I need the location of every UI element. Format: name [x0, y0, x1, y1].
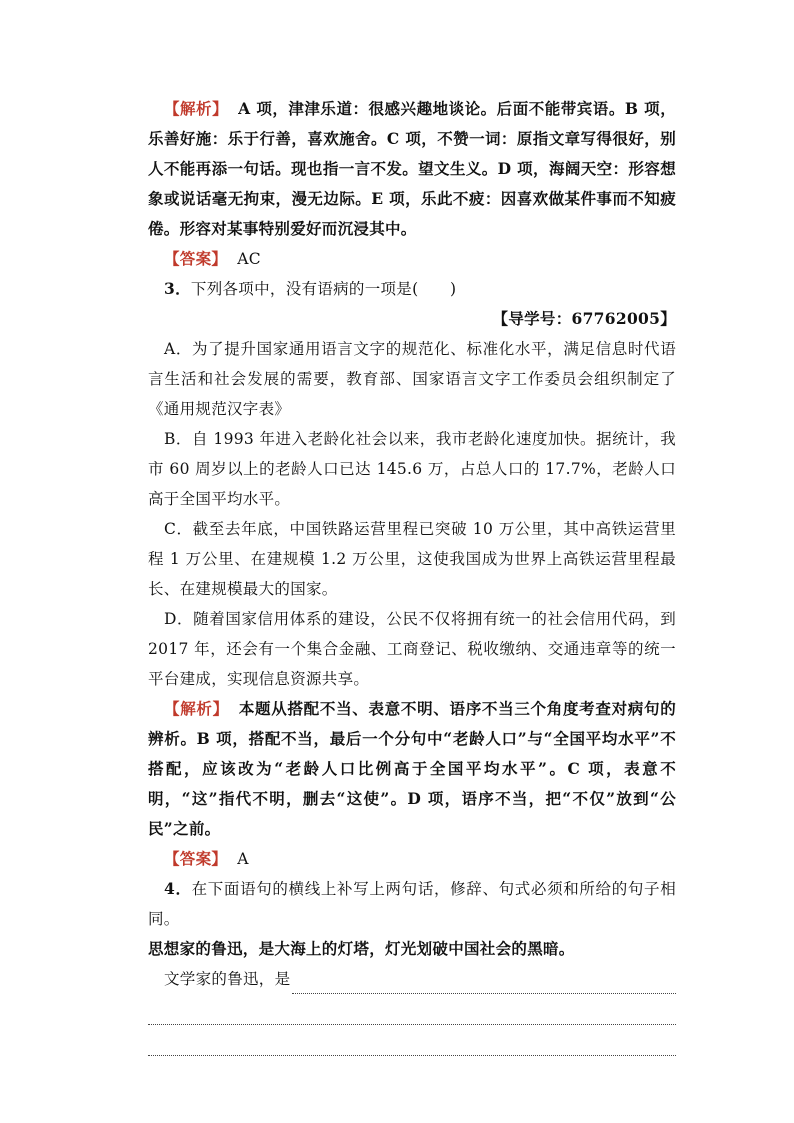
option-a: A．为了提升国家通用语言文字的规范化、标准化水平，满足信息时代语言生活和社会发展的需要，教育部、国家语言文字工作委员会组织制定了《通用规范汉字表》 [148, 340, 676, 418]
answer-value: AC [237, 250, 261, 268]
answer-value: A [237, 850, 249, 868]
option-b: B．自 1993 年进入老龄化社会以来，我市老龄化速度加快。据统计，我市 60 周岁以上的老龄人口已达 145.6 万，占总人口的 17.7%，老龄人口高于全国平均水平。 [148, 430, 676, 508]
question-3-reference [148, 304, 676, 334]
question-number: 3． [164, 279, 191, 298]
question-number: 4． [164, 879, 192, 898]
fill-label: 文学家的鲁迅，是 [164, 970, 291, 988]
option-c: C．截至去年底，中国铁路运营里程已突破 10 万公里，其中高铁运营里程 1 万公里、在建规模 1.2 万公里，这使我国成为世界上高铁运营里程最长、在建规模最大的国家。 [148, 520, 676, 598]
answer-tag: 【答案】 [164, 249, 228, 268]
option-d: D．随着国家信用体系的建设，公民不仅将拥有统一的社会信用代码，到 2017 年，还会有一个集合金融、工商登记、税收缴纳、交通违章等的统一平台建成，实现信息资源共享。 [148, 610, 676, 688]
question-3-stem [148, 274, 676, 304]
analysis-tag: 【解析】 [164, 99, 229, 118]
analysis-text: A 项，津津乐道：很感兴趣地谈论。后面不能带宾语。B 项，乐善好施：乐于行善，喜欢施舍。C 项，不赞一词：原指文章写得很好，别人不能再添一句话。现也指一言不发。望文生义。D 项，海阔天空：形容想象或说话毫无拘束，漫无边际。E 项，乐此不疲：因喜欢做某件事而不知疲倦。形容对某事特别爱好而沉浸其中。 [148, 99, 676, 238]
question-text: 下列各项中，没有语病的一项是( ) [190, 280, 457, 298]
analysis-text: 本题从搭配不当、表意不明、语序不当三个角度考查对病句的辨析。B 项，搭配不当，最后一个分句中“老龄人口”与“全国平均水平”不搭配，应该改为“老龄人口比例高于全国平均水平”。C 项，表意不明，“这”指代不明，删去“这使”。D 项，语序不当，把“不仅”放到“公民”之前。 [148, 699, 676, 838]
answer-fill-row [148, 964, 676, 994]
analysis-tag: 【解析】 [164, 699, 229, 718]
example-sentence: 思想家的鲁迅，是大海上的灯塔，灯光划破中国社会的黑暗。 [148, 939, 575, 958]
analysis-paragraph-2 [148, 694, 676, 844]
document-content [148, 94, 676, 1056]
answer-blank-line-3[interactable] [148, 1037, 676, 1056]
question-text: 在下面语句的横线上补写上两句话，修辞、句式必须和所给的句子相同。 [148, 880, 676, 928]
reference-number: 【导学号：67762005】 [492, 309, 676, 328]
question-4-stem [148, 874, 676, 934]
analysis-paragraph-1 [148, 94, 676, 244]
answer-tag: 【答案】 [164, 849, 228, 868]
answer-blank-line-2[interactable] [148, 1006, 676, 1025]
question-4-example [148, 934, 676, 964]
answer-paragraph-2 [148, 844, 676, 874]
answer-blank-line-1[interactable] [292, 975, 676, 994]
answer-paragraph-1 [148, 244, 676, 274]
